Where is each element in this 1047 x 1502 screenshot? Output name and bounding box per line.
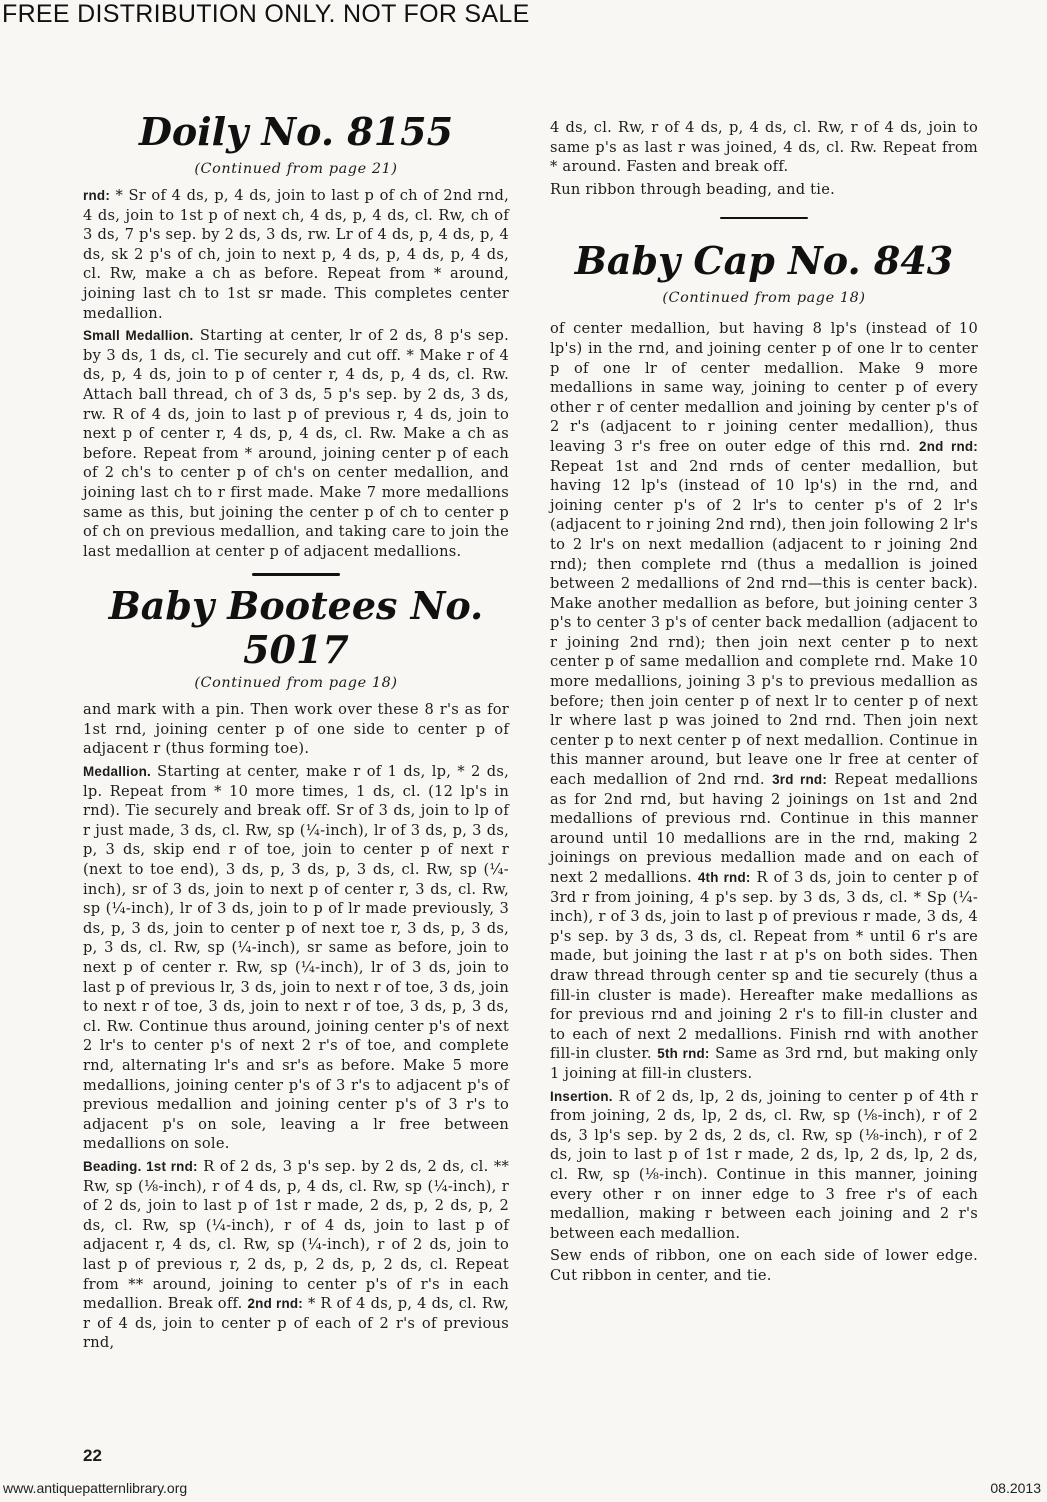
cap-title: Baby Cap No. 843 — [574, 238, 954, 284]
keyword: rnd: — [83, 188, 111, 203]
doily-paragraph — [83, 186, 509, 323]
body-text: Repeat 1st and 2nd rnds of center medallion, but having 12 lp's (instead of 10 lp's) in the rnd, and joining center p's of 2 lr's to center p's of 2 lr's (adjacent to r joining 2nd rnd), then join following 2 lr's to 2 lr's on next medallion (adjacent to r joining 2nd rnd); then complete rnd (thus a medallion is joined between 2 medallions of 2nd rnd—this is center back). Make another medallion as before, but joining center 3 p's to center 3 p's of center back medallion (adjacent to r joining 2nd rnd); then join next center p to next center p of same medallion and complete rnd. Make 10 more medallions, joining 3 p's to previous medallion as before; then join center p of next lr to center p of next lr where last p was joined to 2nd rnd. Then join next center p to next center p of next medallion. Continue in this manner around, but leave one lr free at center of each medallion of 2nd rnd. — [550, 457, 978, 789]
bootees-paragraph — [83, 762, 509, 1154]
right-column — [550, 118, 978, 1285]
bootees-continuation: Run ribbon through beading, and tie. — [550, 180, 835, 198]
bootees-subtitle: (Continued from page 18) — [194, 675, 398, 692]
body-text: R of 2 ds, lp, 2 ds, joining to center p of 4th r from joining, 2 ds, lp, 2 ds, cl. Rw, sp (⅛-inch), r of 2 ds, 3 lp's sep. by 2 ds, 2 ds, cl. Rw, sp (⅛-inch), r of 2 ds, join to last p of 1st r made, 2 ds, lp, 2 ds, lp, 2 ds, cl. Rw, sp (⅛-inch). Continue in this manner, joining every other r on inner edge to 3 free r's of each medallion, making r between each joining and 2 r's between each medallion. — [550, 1087, 978, 1242]
body-text: * R of 4 ds, p, 4 ds, cl. Rw, r of 4 ds, join to center p of each of 2 r's of previous rnd, — [83, 1295, 509, 1352]
doily-subtitle: (Continued from page 21) — [194, 161, 398, 177]
footer-site: www.antiquepatternlibrary.org — [3, 1480, 188, 1496]
keyword: 3rd rnd: — [772, 772, 828, 788]
body-text: * Sr of 4 ds, p, 4 ds, join to last p of ch of 2nd rnd, 4 ds, join to 1st p of next ch, 4 ds, p, 4 ds, cl. Rw, ch of 3 ds, 7 p's sep. by 2 ds, 3 ds, rw. Lr of 4 ds, p, 4 ds, p, 4 ds, sk 2 p's of ch, join to next p, 4 ds, p, 4 ds, p, 4 ds, cl. Rw, make a ch as before. Repeat from * around, joining last ch to 1st sr made. This completes center medallion. — [83, 187, 509, 322]
keyword: 2nd rnd: — [919, 438, 979, 454]
cap-subtitle: (Continued from page 18) — [662, 290, 866, 307]
distribution-notice: FREE DISTRIBUTION ONLY. NOT FOR SALE — [2, 0, 530, 28]
section-divider — [252, 573, 340, 576]
body-text: Same as 3rd rnd, but making only 1 joining at fill-in clusters. — [550, 1045, 978, 1082]
doily-title: Doily No. 8155 — [138, 109, 454, 154]
cap-paragraph — [550, 319, 978, 1083]
keyword: 2nd rnd: — [247, 1296, 304, 1312]
page-number: 22 — [83, 1446, 102, 1465]
keyword: Small Medallion. — [83, 328, 194, 344]
body-text: Repeat medallions as for 2nd rnd, but having 2 joinings on 1st and 2nd medallions of previous rnd. Continue in this manner around until 10 medallions are in the rnd, making 2 joinings on previous medallion made and on each of next 2 medallions. — [550, 771, 978, 886]
cap-paragraph: Sew ends of ribbon, one on each side of lower edge. Cut ribbon in center, and tie. — [550, 1247, 978, 1284]
body-text: Starting at center, make r of 1 ds, lp, * 2 ds, lp. Repeat from * 10 more times, 1 ds, cl. (12 lp's in rnd). Tie securely and break off. Sr of 3 ds, join to lp of r just made, 3 ds, cl. Rw, sp (¼-inch), lr of 3 ds, p, 3 ds, p, 3 ds, skip end r of toe, join to center p of next r (next to toe end), 3 ds, p, 3 ds, p, 3 ds, cl. Rw, sp (¼-inch), sr of 3 ds, join to next p of center r, 3 ds, cl. Rw, sp (¼-inch), lr of 3 ds, join to p of lr made previously, 3 ds, p, 3 ds, join to center p of next toe r, 3 ds, p, 3 ds, p, 3 ds, cl. Rw, sp (¼-inch), sr same as before, join to next p of center r. Rw, sp (¼-inch), lr of 3 ds, join to last p of previous lr, 3 ds, join to next r of toe, 3 ds, join to next r of toe, 3 ds, join to next r of toe, 3 ds, p, 3 ds, cl. Rw. Continue thus around, joining center p's of next 2 lr's to center p's of next 2 r's of toe, and complete rnd, alternating lr's and sr's as before. Make 5 more medallions, joining center p's of 3 r's to adjacent p's of previous medallion and joining center p's of 3 r's to adjacent p's on sole, leaving a lr free between medallions on sole. — [83, 763, 509, 1153]
left-column — [83, 110, 509, 1353]
keyword: Beading. 1st rnd: — [83, 1158, 198, 1174]
keyword: Medallion. — [83, 764, 151, 780]
bootees-paragraph — [83, 1157, 509, 1353]
section-divider — [720, 217, 808, 219]
bootees-title: Baby Bootees No. 5017 — [108, 583, 484, 673]
keyword: 5th rnd: — [657, 1046, 710, 1062]
bootees-continuation: 4 ds, cl. Rw, r of 4 ds, p, 4 ds, cl. Rw, r of 4 ds, join to same p's as last r was joined, 4 ds, cl. Rw. Repeat from * around. Fasten and break off. — [550, 119, 978, 176]
body-text: R of 3 ds, join to center p of 3rd r from joining, 4 p's sep. by 3 ds, 3 ds, cl. * Sp (¼-inch), r of 3 ds, join to last p of previous r made, 3 ds, 4 p's sep. by 3 ds, 3 ds, cl. Repeat from * until 6 r's are made, but joining the last r at p's on both sides. Then draw thread through center sp and tie securely (thus a fill-in cluster is made). Hereafter make medallions as for previous rnd and joining 2 r's to fill-in cluster and to each of next 2 medallions. Finish rnd with another fill-in cluster. — [550, 869, 979, 1063]
keyword: Insertion. — [550, 1088, 613, 1104]
body-text: of center medallion, but having 8 lp's (instead of 10 lp's) in the rnd, and joining center p of one lr to center p of one lr of center medallion. Make 9 more medallions in same way, joining to center p of every other r of center medallion and joining by center p's of 2 r's (adjacent to r joining center medallion), thus leaving 3 r's free on outer edge of this rnd. — [550, 320, 978, 455]
footer-date: 08.2013 — [990, 1480, 1041, 1496]
body-text: R of 2 ds, 3 p's sep. by 2 ds, 2 ds, cl. ** Rw, sp (⅛-inch), r of 4 ds, p, 4 ds, cl. Rw, sp (¼-inch), r of 2 ds, join to last p of 1st r made, 2 ds, p, 2 ds, p, 2 ds, cl. Rw, sp (¼-inch), r of 4 ds, join to last p of adjacent r, 4 ds, cl. Rw, sp (¼-inch), r of 2 ds, join to last p of previous r, 2 ds, p, 2 ds, p, 2 ds, cl. Repeat from ** around, joining to center p's of r's in each medallion. Break off. — [83, 1157, 510, 1313]
cap-paragraph — [550, 1087, 978, 1244]
body-text: Starting at center, lr of 2 ds, 8 p's sep. by 3 ds, 1 ds, cl. Tie securely and cut off. * Make r of 4 ds, p, 4 ds, join to p of center r, 4 ds, p, 4 ds, cl. Rw. Attach ball thread, ch of 3 ds, 5 p's sep. by 2 ds, 3 ds, rw. R of 4 ds, join to last p of previous r, 4 ds, join to next p of center r, 4 ds, p, 4 ds, cl. Rw. Make a ch as before. Repeat from * around, joining center p of each of 2 ch's to center p of ch's on center medallion, and joining last ch to r first made. Make 7 more medallions same as this, but joining the center p of ch to center p of ch on previous medallion, and taking care to join the last medallion at center p of adjacent medallions. — [83, 327, 509, 560]
keyword: 4th rnd: — [697, 870, 751, 885]
doily-paragraph — [83, 326, 509, 561]
bootees-paragraph: and mark with a pin. Then work over these 8 r's as for 1st rnd, joining center p of one side to center p of adjacent r (thus forming toe). — [83, 701, 509, 758]
